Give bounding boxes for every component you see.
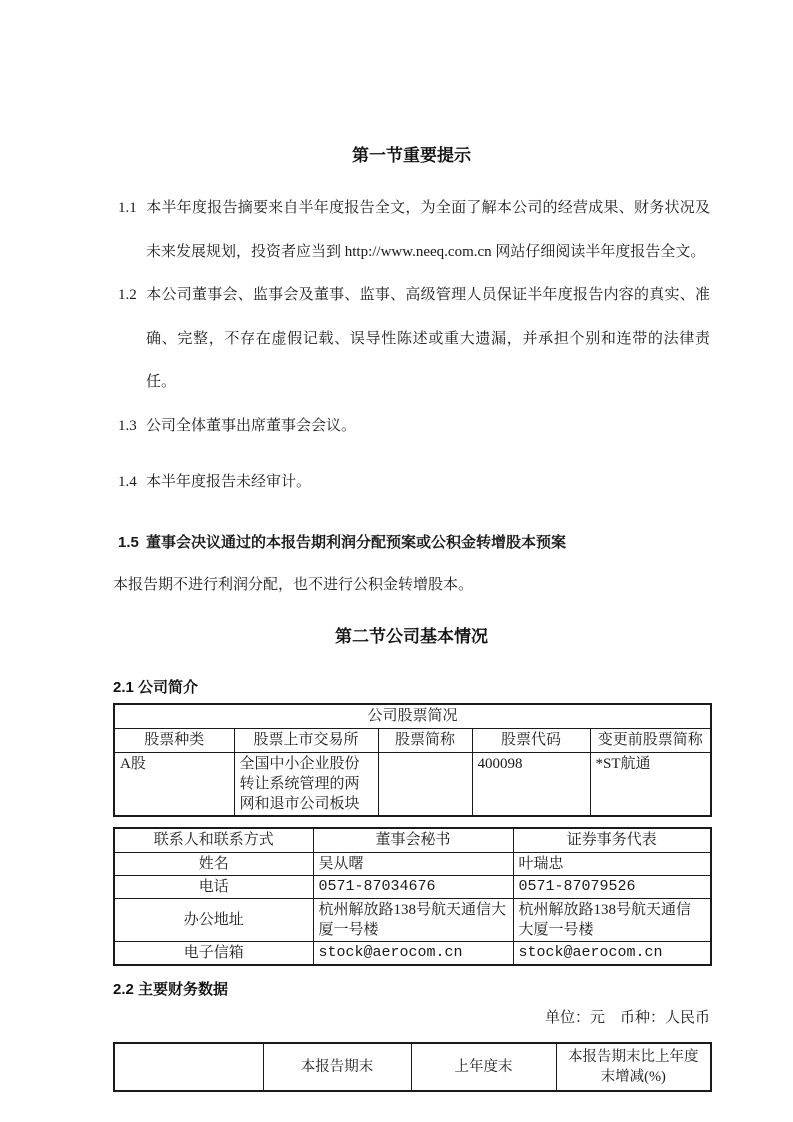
heading-2-2: 2.2 主要财务数据 — [113, 980, 229, 998]
cell-listing-exchange: 全国中小企业股份转让系统管理的两网和退市公司板块 — [234, 752, 378, 816]
header-stock-type: 股票种类 — [114, 728, 234, 752]
section1-title: 第一节重要提示 — [352, 146, 471, 165]
rep-phone: 0571-87079526 — [513, 875, 711, 898]
cell-stock-abbr — [378, 752, 472, 816]
item-1-2-number: 1.2 — [118, 287, 137, 303]
item-1-2-text: 本公司董事会、监事会及董事、监事、高级管理人员保证半年度报告内容的真实、准确、完整，不存在虚假记载、误导性陈述或重大遗漏，并承担个别和连带的法律责任。 — [146, 287, 710, 390]
contacts-row-phone — [114, 875, 711, 898]
stock-table-caption-row — [114, 704, 711, 729]
contacts-table — [113, 827, 712, 966]
header-change-percent: 本报告期末比上年度末增减(%) — [556, 1043, 711, 1091]
section2-title: 第二节公司基本情况 — [335, 626, 488, 646]
contacts-row-address — [114, 898, 711, 941]
item-1-1-text: 本半年度报告摘要来自半年度报告全文，为全面了解本公司的经营成果、财务状况及未来发展规划，投资者应当到 http://www.neeq.com.cn 网站仔细阅读半年度报告全文。 — [146, 200, 710, 260]
item-1-3-number: 1.3 — [118, 417, 137, 434]
item-1-5-number: 1.5 — [118, 533, 139, 551]
item-1-5-text: 董事会决议通过的本报告期利润分配预案或公积金转增股本预案 — [146, 533, 567, 551]
secretary-address: 杭州解放路138号航天通信大厦一号楼 — [313, 898, 513, 941]
item-1-4-text: 本半年度报告未经审计。 — [146, 474, 312, 490]
item-1-5 — [118, 521, 710, 565]
cell-stock-code: 400098 — [472, 752, 590, 816]
stock-table-data-row — [114, 752, 711, 816]
stock-table-caption: 公司股票简况 — [114, 704, 711, 729]
unit-currency-note: 单位：元 币种：人民币 — [544, 1009, 710, 1026]
item-1-3 — [118, 405, 710, 449]
stock-summary-table — [113, 703, 712, 817]
header-listing-exchange: 股票上市交易所 — [234, 728, 378, 752]
contacts-row-name — [114, 852, 711, 875]
label-email: 电子信箱 — [114, 941, 313, 965]
item-1-4-number: 1.4 — [118, 474, 137, 490]
header-financials-blank — [114, 1043, 263, 1091]
key-financials-table — [113, 1042, 712, 1092]
rep-email: stock@aerocom.cn — [513, 941, 711, 965]
header-stock-abbr: 股票简称 — [378, 728, 472, 752]
item-1-4 — [118, 461, 710, 505]
page-content — [113, 0, 710, 1092]
label-name: 姓名 — [114, 852, 313, 875]
cell-stock-type: A股 — [114, 752, 234, 816]
financials-header-row — [114, 1043, 711, 1091]
header-contact-method: 联系人和联系方式 — [114, 828, 313, 853]
item-1-2 — [118, 274, 710, 405]
stock-table-header-row — [114, 728, 711, 752]
rep-name: 叶瑞忠 — [513, 852, 711, 875]
header-end-of-last-year: 上年度末 — [411, 1043, 556, 1091]
secretary-phone: 0571-87034676 — [313, 875, 513, 898]
header-board-secretary: 董事会秘书 — [313, 828, 513, 853]
heading-2-1: 2.1 公司简介 — [113, 678, 199, 696]
item-1-3-text: 公司全体董事出席董事会会议。 — [146, 417, 357, 434]
label-phone: 电话 — [114, 875, 313, 898]
header-securities-rep: 证券事务代表 — [513, 828, 711, 853]
header-former-abbr: 变更前股票简称 — [590, 728, 711, 752]
item-1-1 — [118, 187, 710, 274]
contacts-row-email — [114, 941, 711, 965]
item-1-1-number: 1.1 — [118, 200, 137, 216]
cell-former-abbr: *ST航通 — [590, 752, 711, 816]
secretary-name: 吴从曙 — [313, 852, 513, 875]
header-stock-code: 股票代码 — [472, 728, 590, 752]
rep-address: 杭州解放路138号航天通信大厦一号楼 — [513, 898, 711, 941]
label-office-address: 办公地址 — [114, 898, 313, 941]
secretary-email: stock@aerocom.cn — [313, 941, 513, 965]
header-end-of-period: 本报告期末 — [263, 1043, 411, 1091]
contacts-header-row — [114, 828, 711, 853]
dividend-note: 本报告期不进行利润分配，也不进行公积金转增股本。 — [113, 577, 474, 593]
